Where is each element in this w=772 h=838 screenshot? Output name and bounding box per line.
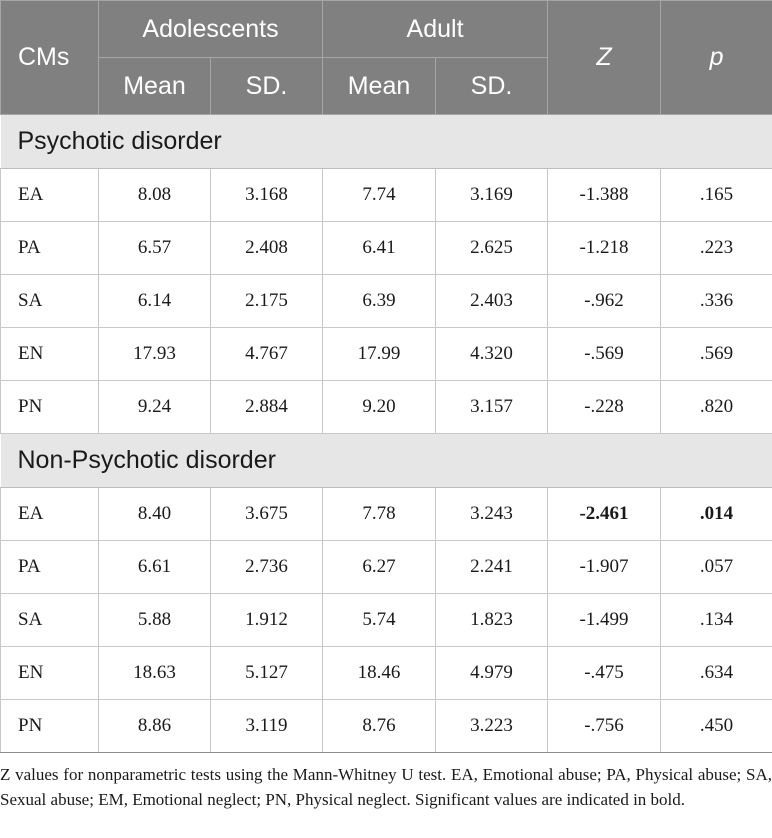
adult-sd: 3.169	[436, 169, 548, 222]
row-label: EA	[1, 169, 99, 222]
adult-mean: 6.41	[323, 222, 436, 275]
adult-mean: 17.99	[323, 328, 436, 381]
adolescents-mean: 5.88	[99, 594, 211, 647]
section-header-row	[1, 434, 772, 488]
section-header-row	[1, 115, 772, 169]
z-value: -1.907	[548, 541, 661, 594]
z-value: -.756	[548, 700, 661, 753]
adolescents-sd: 1.912	[211, 594, 323, 647]
p-value: .450	[661, 700, 772, 753]
p-value: .336	[661, 275, 772, 328]
z-value: -2.461	[548, 488, 661, 541]
adolescents-sd: 2.736	[211, 541, 323, 594]
z-value: -.475	[548, 647, 661, 700]
row-label: EN	[1, 328, 99, 381]
p-value: .634	[661, 647, 772, 700]
adult-mean: 18.46	[323, 647, 436, 700]
header-adult-mean: Mean	[323, 58, 436, 115]
adult-mean: 7.74	[323, 169, 436, 222]
table-row	[1, 700, 772, 753]
table-footnote: Z values for nonparametric tests using the Mann-Whitney U test. EA, Emotional abuse; PA, Physical abuse; SA, Sexual abuse; EM, Emotional neglect; PN, Physical neglect. Significant values are indicated in bold.	[0, 765, 772, 809]
row-label: SA	[1, 594, 99, 647]
row-label: PN	[1, 381, 99, 434]
adolescents-sd: 3.675	[211, 488, 323, 541]
row-label: SA	[1, 275, 99, 328]
adolescents-sd: 3.119	[211, 700, 323, 753]
header-adolescents: Adolescents	[99, 1, 323, 58]
adult-mean: 8.76	[323, 700, 436, 753]
row-label: PN	[1, 700, 99, 753]
adolescents-sd: 4.767	[211, 328, 323, 381]
adult-mean: 5.74	[323, 594, 436, 647]
row-label: EN	[1, 647, 99, 700]
z-value: -1.218	[548, 222, 661, 275]
adolescents-mean: 8.86	[99, 700, 211, 753]
adolescents-mean: 6.14	[99, 275, 211, 328]
p-value: .134	[661, 594, 772, 647]
z-value: -.228	[548, 381, 661, 434]
adult-sd: 2.403	[436, 275, 548, 328]
p-value: .057	[661, 541, 772, 594]
header-row-groups	[1, 1, 772, 58]
p-value: .820	[661, 381, 772, 434]
table-row	[1, 169, 772, 222]
z-value: -.569	[548, 328, 661, 381]
p-value: .569	[661, 328, 772, 381]
adolescents-mean: 9.24	[99, 381, 211, 434]
adult-mean: 6.27	[323, 541, 436, 594]
adult-sd: 4.320	[436, 328, 548, 381]
adult-sd: 2.625	[436, 222, 548, 275]
table-row	[1, 275, 772, 328]
table-row	[1, 541, 772, 594]
table-row	[1, 381, 772, 434]
table-row	[1, 328, 772, 381]
z-value: -.962	[548, 275, 661, 328]
adolescents-sd: 5.127	[211, 647, 323, 700]
table-header	[1, 1, 772, 115]
adolescents-sd: 2.408	[211, 222, 323, 275]
adult-sd: 3.243	[436, 488, 548, 541]
adolescents-mean: 18.63	[99, 647, 211, 700]
adult-mean: 9.20	[323, 381, 436, 434]
header-adult-sd: SD.	[436, 58, 548, 115]
table-row	[1, 594, 772, 647]
header-adult: Adult	[323, 1, 548, 58]
adult-mean: 6.39	[323, 275, 436, 328]
p-value: .223	[661, 222, 772, 275]
header-adolescents-mean: Mean	[99, 58, 211, 115]
adolescents-mean: 8.40	[99, 488, 211, 541]
header-z: Z	[548, 1, 661, 115]
header-cms: CMs	[1, 1, 99, 115]
p-value: .165	[661, 169, 772, 222]
adult-sd: 3.157	[436, 381, 548, 434]
adolescents-mean: 6.57	[99, 222, 211, 275]
z-value: -1.499	[548, 594, 661, 647]
adolescents-sd: 2.884	[211, 381, 323, 434]
adult-sd: 1.823	[436, 594, 548, 647]
table-row	[1, 647, 772, 700]
row-label: EA	[1, 488, 99, 541]
adolescents-mean: 6.61	[99, 541, 211, 594]
header-p: p	[661, 1, 772, 115]
adolescents-mean: 17.93	[99, 328, 211, 381]
table-row	[1, 488, 772, 541]
adult-sd: 3.223	[436, 700, 548, 753]
z-value: -1.388	[548, 169, 661, 222]
row-label: PA	[1, 222, 99, 275]
section-title: Psychotic disorder	[1, 115, 772, 169]
p-value: .014	[661, 488, 772, 541]
header-adolescents-sd: SD.	[211, 58, 323, 115]
section-title: Non-Psychotic disorder	[1, 434, 772, 488]
adolescents-sd: 2.175	[211, 275, 323, 328]
table-row	[1, 222, 772, 275]
table-body	[1, 115, 772, 753]
adolescents-sd: 3.168	[211, 169, 323, 222]
adolescents-mean: 8.08	[99, 169, 211, 222]
adult-sd: 2.241	[436, 541, 548, 594]
adult-sd: 4.979	[436, 647, 548, 700]
row-label: PA	[1, 541, 99, 594]
adult-mean: 7.78	[323, 488, 436, 541]
